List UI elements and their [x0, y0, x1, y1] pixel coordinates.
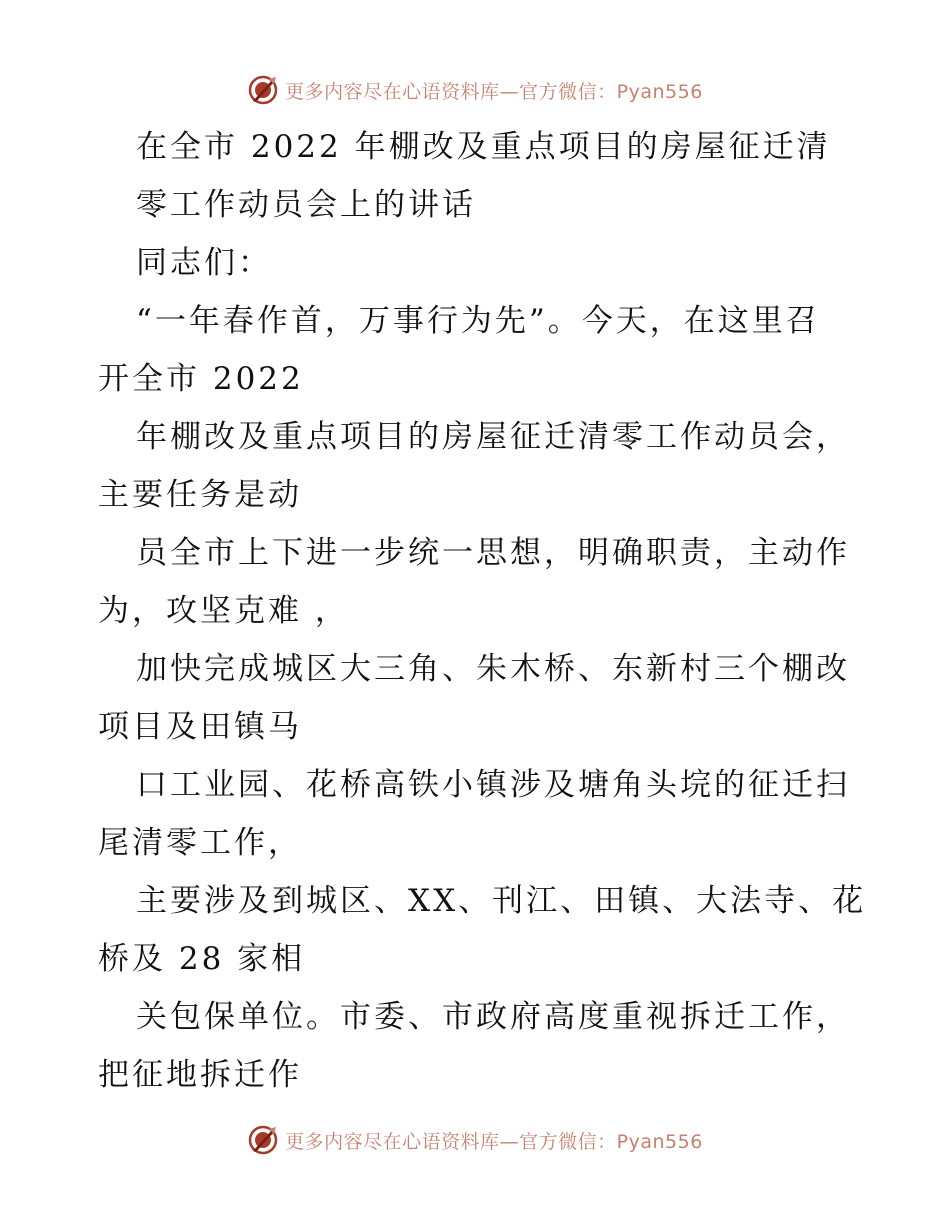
paragraph-line: 把征地拆迁作	[98, 1057, 302, 1093]
paragraph-line: 为，攻坚克难 ，	[98, 593, 349, 629]
paragraph-line: 口工业园、花桥高铁小镇涉及塘角头垸的征迁扫	[136, 767, 850, 803]
header-watermark	[0, 70, 950, 110]
paragraph-line: 主要任务是动	[98, 477, 302, 513]
paragraph-line: 开全市 2022	[98, 361, 304, 397]
watermark-text: 更多内容尽在心语资料库—官方微信：Pyan556	[285, 80, 703, 103]
paragraph-line: 尾清零工作，	[98, 825, 302, 861]
document-body	[98, 118, 867, 1104]
paragraph-line: 桥及 28 家相	[98, 941, 306, 977]
paragraph-line: 关包保单位。市委、市政府高度重视拆迁工作，	[136, 999, 850, 1035]
paragraph-line: 项目及田镇马	[98, 709, 302, 745]
paragraph-line: 年棚改及重点项目的房屋征迁清零工作动员会，	[136, 419, 850, 455]
paragraph-line: 主要涉及到城区、XX、刊江、田镇、大法寺、花	[136, 883, 867, 919]
watermark-text: 更多内容尽在心语资料库—官方微信：Pyan556	[285, 1130, 703, 1153]
document-title-line-2: 零工作动员会上的讲话	[136, 187, 476, 223]
paragraph-line: 员全市上下进一步统一思想，明确职责，主动作	[136, 535, 850, 571]
quill-pen-logo-icon	[247, 74, 279, 106]
quill-pen-logo-icon	[247, 1124, 279, 1156]
footer-watermark	[0, 1120, 950, 1160]
paragraph-line: “一年春作首，万事行为先”。今天，在这里召	[136, 303, 820, 339]
greeting: 同志们：	[136, 245, 272, 281]
document-title-line-1: 在全市 2022 年棚改及重点项目的房屋征迁清	[136, 129, 831, 165]
paragraph-line: 加快完成城区大三角、朱木桥、东新村三个棚改	[136, 651, 850, 687]
